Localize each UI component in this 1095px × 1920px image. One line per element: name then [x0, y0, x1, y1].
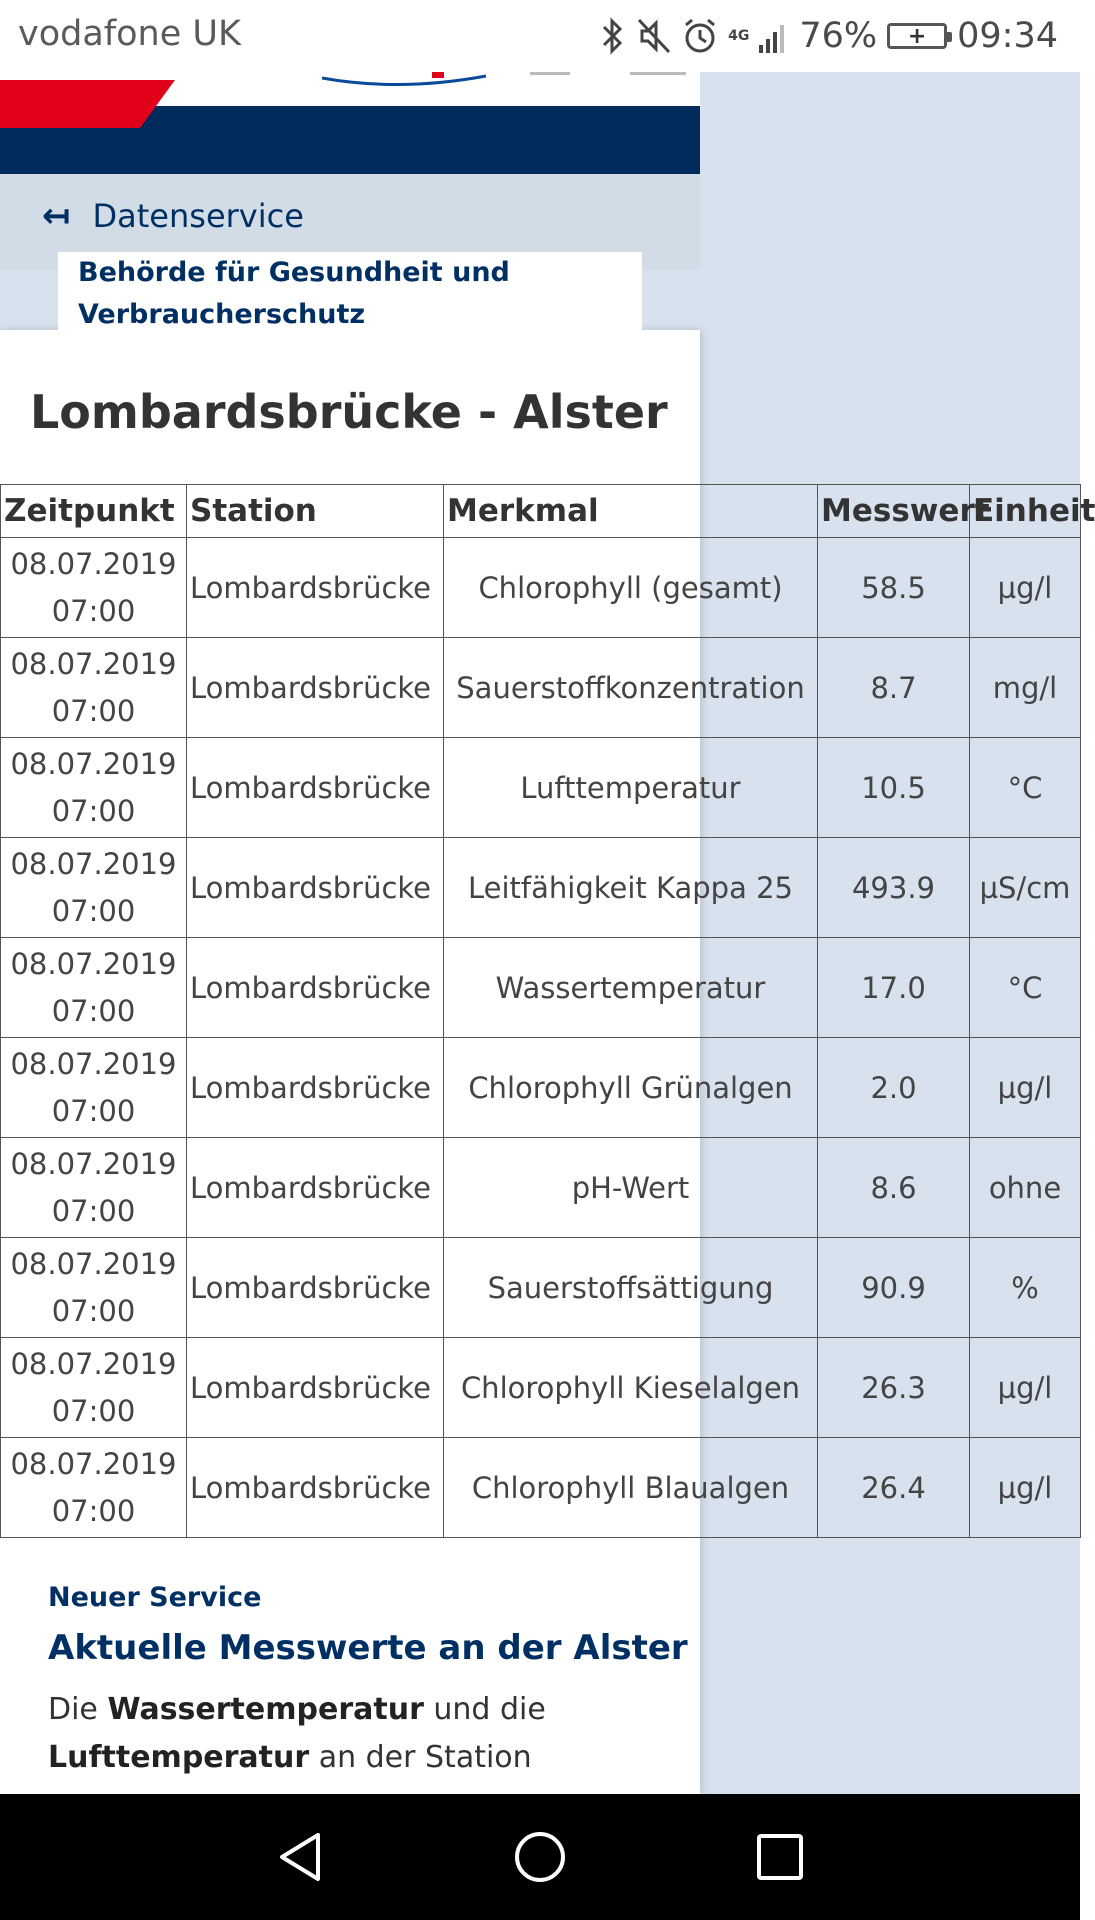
cell-date: 08.07.2019 [10, 746, 177, 781]
cell-station-text: Lombardsbrücke [190, 770, 432, 805]
table-row [1, 1438, 1081, 1538]
back-icon [272, 1829, 328, 1885]
cell-time: 07:00 [51, 793, 136, 828]
cell-messwert: 26.4 [818, 1438, 970, 1538]
cell-date: 08.07.2019 [10, 946, 177, 981]
cell-station [187, 1438, 444, 1538]
nav-home-button[interactable] [500, 1824, 580, 1890]
table-row [1, 1238, 1081, 1338]
cell-station-text: Lombardsbrücke [190, 870, 432, 905]
cell-date: 08.07.2019 [10, 846, 177, 881]
cell-einheit: µg/l [970, 1038, 1081, 1138]
cell-merkmal: Wassertemperatur [444, 938, 818, 1038]
cell-messwert: 17.0 [818, 938, 970, 1038]
cell-time: 07:00 [51, 1393, 136, 1428]
cell-zeitpunkt [1, 838, 187, 938]
cell-station-text: Lombardsbrücke [190, 1470, 432, 1505]
status-icons [600, 12, 1058, 60]
cell-date: 08.07.2019 [10, 1146, 177, 1181]
cell-einheit: µg/l [970, 538, 1081, 638]
cell-date: 08.07.2019 [10, 1346, 177, 1381]
cell-date: 08.07.2019 [10, 1246, 177, 1281]
cell-merkmal: Chlorophyll Kieselalgen [444, 1338, 818, 1438]
cell-einheit: °C [970, 738, 1081, 838]
cell-merkmal: pH-Wert [444, 1138, 818, 1238]
cell-merkmal: Chlorophyll (gesamt) [444, 538, 818, 638]
navigation-bar [0, 1794, 1080, 1920]
cell-merkmal: Chlorophyll Grünalgen [444, 1038, 818, 1138]
cell-station [187, 938, 444, 1038]
cell-station [187, 1038, 444, 1138]
cell-station [187, 1338, 444, 1438]
cell-station [187, 1138, 444, 1238]
cell-time: 07:00 [51, 693, 136, 728]
cell-station [187, 738, 444, 838]
service-text-3: an der Station [309, 1740, 532, 1775]
battery-icon: + [887, 23, 947, 49]
nav-back-button[interactable] [260, 1824, 340, 1890]
cell-zeitpunkt [1, 738, 187, 838]
cell-messwert: 26.3 [818, 1338, 970, 1438]
cell-einheit: mg/l [970, 638, 1081, 738]
cell-messwert: 8.6 [818, 1138, 970, 1238]
service-kicker: Neuer Service [48, 1582, 262, 1613]
cell-zeitpunkt [1, 1338, 187, 1438]
cell-einheit: °C [970, 938, 1081, 1038]
home-icon [512, 1829, 568, 1885]
cell-merkmal: Sauerstoffsättigung [444, 1238, 818, 1338]
status-bar [0, 0, 1080, 72]
cell-zeitpunkt [1, 1438, 187, 1538]
authority-line-1: Behörde für Gesundheit und [78, 257, 510, 288]
cell-time: 07:00 [51, 993, 136, 1028]
table-body [1, 538, 1081, 1538]
table-row [1, 938, 1081, 1038]
measurements-table [0, 484, 1095, 1538]
authority-line-2: Verbraucherschutz [78, 299, 366, 330]
battery-percent: 76% [799, 16, 878, 56]
column-header-zeitpunkt[interactable]: Zeitpunkt [1, 485, 187, 538]
cell-station [187, 838, 444, 938]
column-header-station[interactable]: Station [187, 485, 444, 538]
cell-messwert: 8.7 [818, 638, 970, 738]
cell-time: 07:00 [51, 893, 136, 928]
service-text-2: und die [423, 1692, 546, 1727]
page-title: Lombardsbrücke - Alster [30, 385, 668, 439]
table-row [1, 738, 1081, 838]
cell-time: 07:00 [51, 1093, 136, 1128]
cell-einheit: ohne [970, 1138, 1081, 1238]
cell-messwert: 58.5 [818, 538, 970, 638]
cell-messwert: 493.9 [818, 838, 970, 938]
service-bold-2: Lufttemperatur [48, 1740, 310, 1775]
table-row [1, 1338, 1081, 1438]
mute-icon [636, 17, 672, 55]
cell-station [187, 638, 444, 738]
nav-recents-button[interactable] [740, 1824, 820, 1890]
cell-einheit: % [970, 1238, 1081, 1338]
cell-zeitpunkt [1, 1038, 187, 1138]
cell-time: 07:00 [51, 1493, 136, 1528]
cell-einheit: µS/cm [970, 838, 1081, 938]
service-title[interactable]: Aktuelle Messwerte an der Alster [48, 1628, 688, 1668]
cell-date: 08.07.2019 [10, 546, 177, 581]
cell-date: 08.07.2019 [10, 646, 177, 681]
cell-einheit: µg/l [970, 1438, 1081, 1538]
table-row [1, 1138, 1081, 1238]
cell-date: 08.07.2019 [10, 1046, 177, 1081]
cell-station-text: Lombardsbrücke [190, 1170, 432, 1205]
cell-station-text: Lombardsbrücke [190, 570, 432, 605]
cell-messwert: 2.0 [818, 1038, 970, 1138]
cell-zeitpunkt [1, 938, 187, 1038]
clock: 09:34 [957, 16, 1058, 56]
cell-messwert: 10.5 [818, 738, 970, 838]
cell-station [187, 538, 444, 638]
cell-station-text: Lombardsbrücke [190, 970, 432, 1005]
cell-messwert: 90.9 [818, 1238, 970, 1338]
back-to-datenservice-link[interactable] [42, 196, 304, 236]
cell-station [187, 1238, 444, 1338]
cell-date: 08.07.2019 [10, 1446, 177, 1481]
cell-zeitpunkt [1, 638, 187, 738]
column-header-messwert[interactable]: Messwert [818, 485, 970, 538]
cell-zeitpunkt [1, 538, 187, 638]
authority-name[interactable] [58, 252, 642, 332]
alarm-icon [682, 17, 718, 55]
signal-icon [759, 19, 789, 53]
cell-zeitpunkt [1, 1238, 187, 1338]
cell-einheit: µg/l [970, 1338, 1081, 1438]
cell-station-text: Lombardsbrücke [190, 1370, 432, 1405]
service-bold-1: Wassertemperatur [107, 1692, 424, 1727]
cell-station-text: Lombardsbrücke [190, 670, 432, 705]
table-header-row [1, 485, 1081, 538]
cell-merkmal: Chlorophyll Blaualgen [444, 1438, 818, 1538]
cell-merkmal: Leitfähigkeit Kappa 25 [444, 838, 818, 938]
cell-time: 07:00 [51, 593, 136, 628]
carrier-name: vodafone UK [18, 14, 241, 54]
column-header-einheit[interactable]: Einheit [970, 485, 1081, 538]
recents-icon [752, 1829, 808, 1885]
table-row [1, 1038, 1081, 1138]
back-link-label: Datenservice [92, 197, 304, 235]
cell-merkmal: Sauerstoffkonzentration [444, 638, 818, 738]
bluetooth-icon [600, 17, 626, 55]
cell-station-text: Lombardsbrücke [190, 1270, 432, 1305]
cell-zeitpunkt [1, 1138, 187, 1238]
column-header-merkmal[interactable]: Merkmal [444, 485, 818, 538]
cell-station-text: Lombardsbrücke [190, 1070, 432, 1105]
cell-merkmal: Lufttemperatur [444, 738, 818, 838]
service-text-1: Die [48, 1692, 108, 1727]
cell-time: 07:00 [51, 1193, 136, 1228]
cell-time: 07:00 [51, 1293, 136, 1328]
network-type: 4G [728, 28, 750, 44]
service-description [48, 1686, 648, 1782]
table-row [1, 538, 1081, 638]
back-arrow-icon: ↤ [42, 196, 71, 236]
table-row [1, 838, 1081, 938]
table-row [1, 638, 1081, 738]
